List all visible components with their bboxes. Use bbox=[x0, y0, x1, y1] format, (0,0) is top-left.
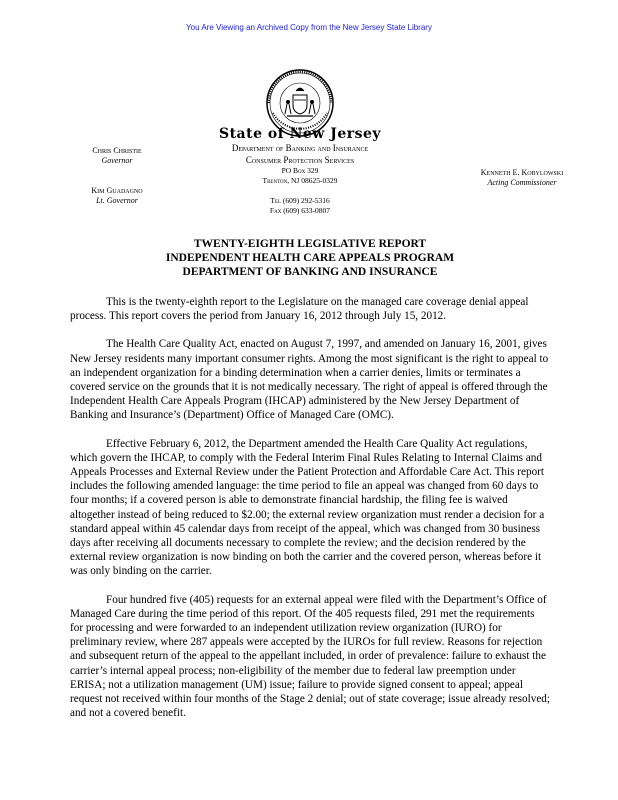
archive-notice: You Are Viewing an Archived Copy from the New Jersey State Library bbox=[186, 23, 432, 32]
report-body bbox=[70, 295, 550, 734]
governor-block bbox=[62, 146, 172, 166]
body-paragraph: Effective February 6, 2012, the Department amended the Health Care Quality Act regulations, which govern the IHCAP, to comply with the Federal Interim Final Rules Relating to Internal Claims and Appeals Processes and External Review under the Patient Protection and Affordable Care Act. This report includes the following amended language: the time period to file an appeal was changed from 60 days to four months; if a covered person is able to demonstrate financial hardship, the filing fee is waived altogether instead of being reduced to $2.00; the external review organization must render a decision for a standard appeal within 45 calendar days from receipt of the appeal, which was changed from 30 business days after receiving all documents necessary to complete the review; and the decision rendered by the external review organization is now binding on both the carrier and the covered person, whereas before it was only binding on the carrier. bbox=[70, 437, 545, 578]
department-name: Department of Banking and Insurance bbox=[231, 143, 369, 153]
official-title: Lt. Governor bbox=[96, 196, 138, 205]
letterhead bbox=[180, 126, 420, 216]
left-officials bbox=[62, 146, 172, 206]
division-name: Consumer Protection Services bbox=[245, 155, 355, 165]
official-name: Kim Guadagno bbox=[91, 186, 143, 195]
city-address: Trenton, NJ 08625-0329 bbox=[262, 176, 338, 185]
body-paragraph: This is the twenty-eighth report to the Legislature on the managed care coverage denial appeal process. This report covers the period from January 16, 2012 through July 15, 2012. bbox=[70, 296, 529, 323]
report-title-line: INDEPENDENT HEALTH CARE APPEALS PROGRAM bbox=[165, 252, 455, 264]
official-title: Governor bbox=[101, 156, 133, 165]
report-title-line: TWENTY-EIGHTH LEGISLATIVE REPORT bbox=[193, 238, 427, 250]
state-name: State of New Jersey bbox=[218, 126, 382, 142]
official-name: Chris Christie bbox=[92, 146, 142, 155]
official-title: Acting Commissioner bbox=[487, 178, 557, 187]
official-name: Kenneth E. Kobylowski bbox=[480, 168, 564, 177]
fax: Fax (609) 633-0807 bbox=[269, 206, 331, 215]
report-title bbox=[100, 237, 520, 279]
body-paragraph: The Health Care Quality Act, enacted on August 7, 1997, and amended on January 16, 2001, gives New Jersey residents many important consumer rights. Among the most significant is the right to appeal to an independent organization for a binding determination when a carrier denies, limits or terminates a covered service on the grounds that it is not medically necessary. The right of appeal is offered through the Independent Health Care Appeals Program (IHCAP) administered by the New Jersey Department of Banking and Insurance’s (Department) Office of Managed Care (OMC). bbox=[70, 338, 549, 422]
right-official bbox=[462, 168, 582, 188]
report-title-line: DEPARTMENT OF BANKING AND INSURANCE bbox=[182, 266, 438, 278]
contact-numbers bbox=[180, 196, 420, 216]
lt-governor-block bbox=[62, 186, 172, 206]
po-box: PO Box 329 bbox=[281, 166, 319, 175]
telephone: Tel (609) 292-5316 bbox=[270, 196, 330, 205]
body-paragraph: Four hundred five (405) requests for an external appeal were filed with the Department’s Office of Managed Care during the time period of this report. Of the 405 requests filed, 291 met the requirements for processing and were forwarded to an independent utilization review organization (IURO) for preliminary review, where 287 appeals were accepted by the IUROs for full review. Reasons for rejection and subsequent return of the appeal to the appellant included, in order of prevalence: failure to exhaust the carrier’s internal appeal process; non-eligibility of the member due to federal law preemption under ERISA; not a utilization management (UM) issue; failure to provide signed consent to appeal; appeal request not received within four months of the Stage 2 denial; out of state coverage; issue already resolved; and not a covered benefit. bbox=[70, 593, 550, 720]
